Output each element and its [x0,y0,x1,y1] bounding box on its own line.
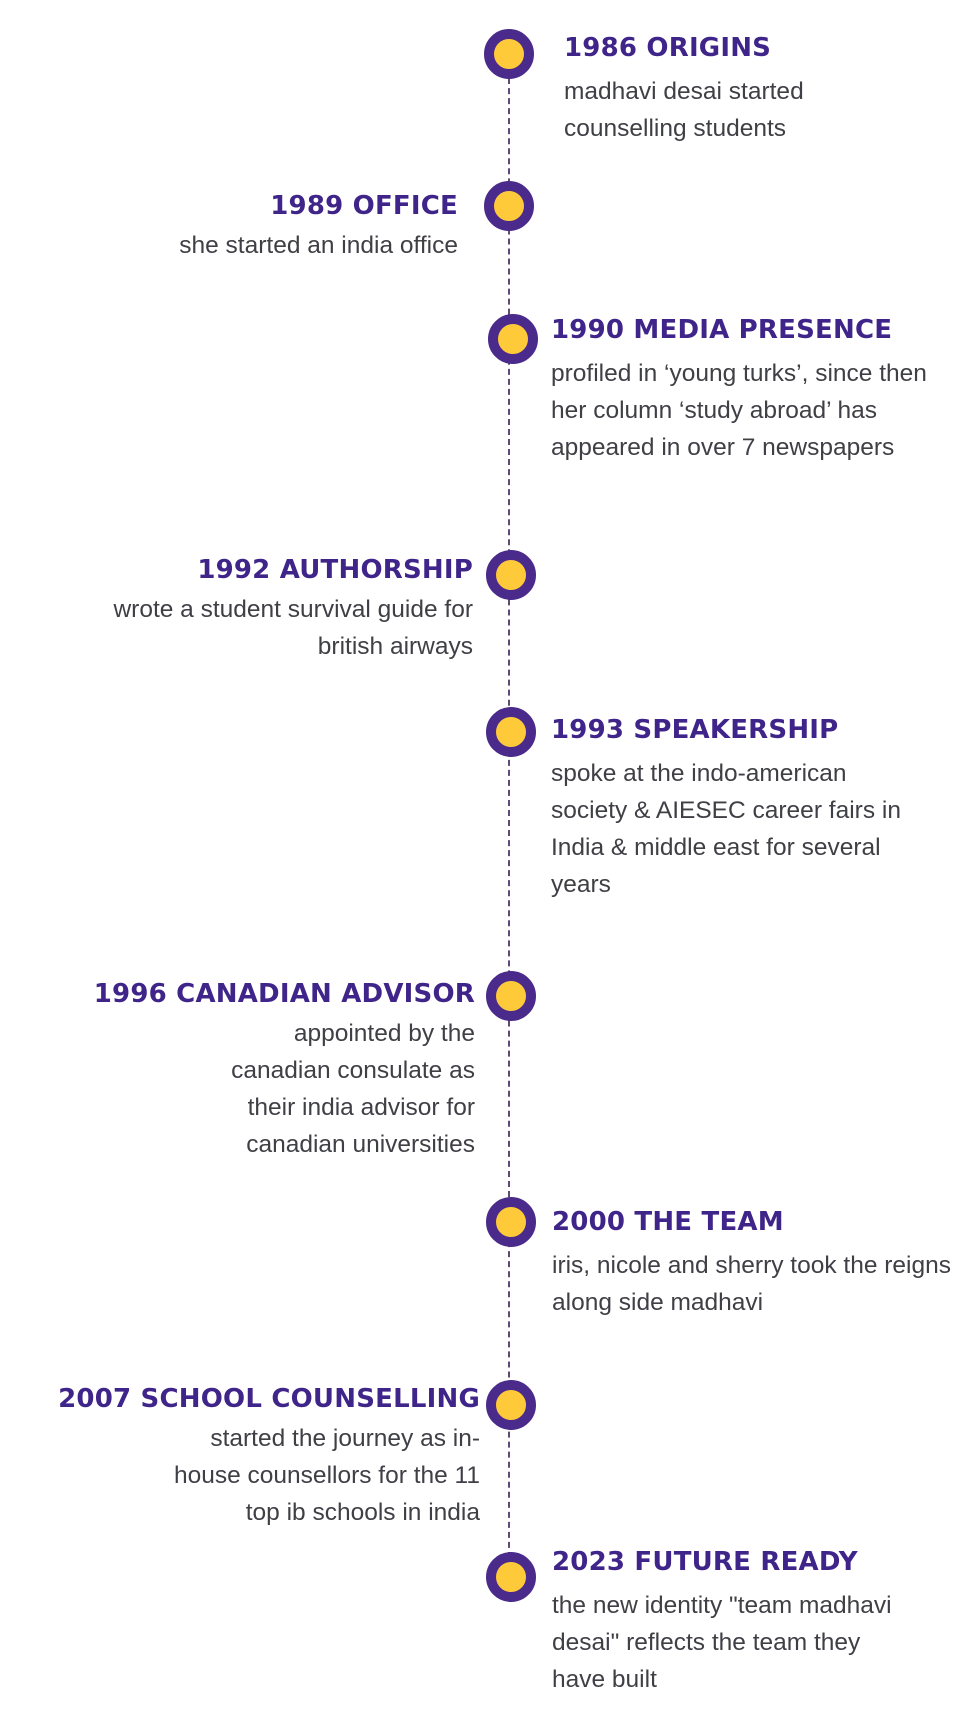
entry-title: 2023 FUTURE READY [552,1547,858,1577]
entry-description: wrote a student survival guide for british airways [113,596,473,660]
entry-title: 1989 OFFICE [270,191,458,221]
timeline-entry-2007 [30,1383,480,1531]
timeline-entry-2000 [552,1206,952,1321]
timeline-entry-2023 [552,1546,912,1698]
entry-title: 1992 AUTHORSHIP [197,555,473,585]
timeline-node-1990 [488,314,538,364]
entry-description: iris, nicole and sherry took the reigns along side madhavi [552,1252,951,1316]
timeline-node-2023 [486,1552,536,1602]
entry-title: 1996 CANADIAN ADVISOR [93,979,475,1009]
timeline-node-1989 [484,181,534,231]
timeline-entry-1986 [564,32,864,147]
timeline-node-1993 [486,707,536,757]
entry-description: started the journey as in-house counsellors for the 11 top ib schools in india [174,1425,480,1526]
entry-title: 1986 ORIGINS [564,33,772,63]
entry-title: 1990 MEDIA PRESENCE [551,315,893,345]
timeline-entry-1996 [55,978,475,1163]
timeline-entry-1989 [38,190,458,264]
timeline-node-2000 [486,1197,536,1247]
timeline-node-2007 [486,1380,536,1430]
entry-title: 2007 SCHOOL COUNSELLING [58,1384,480,1414]
entry-description: spoke at the indo-american society & AIESEC career fairs in India & middle east for several years [551,760,901,898]
entry-description: she started an india office [179,232,458,259]
entry-description: profiled in ‘young turks’, since then her column ‘study abroad’ has appeared in over 7 newspapers [551,360,927,461]
timeline-entry-1990 [551,314,931,466]
timeline-node-1986 [484,29,534,79]
timeline-node-1992 [486,550,536,600]
timeline-entry-1993 [551,714,916,903]
entry-description: appointed by the canadian consulate as their india advisor for canadian universities [231,1020,475,1158]
entry-description: madhavi desai started counselling students [564,78,804,142]
timeline-entry-1992 [113,554,473,665]
entry-title: 2000 THE TEAM [552,1207,784,1237]
entry-title: 1993 SPEAKERSHIP [551,715,839,745]
timeline-node-1996 [486,971,536,1021]
entry-description: the new identity "team madhavi desai" reflects the team they have built [552,1592,892,1693]
timeline-spine [508,58,510,1578]
